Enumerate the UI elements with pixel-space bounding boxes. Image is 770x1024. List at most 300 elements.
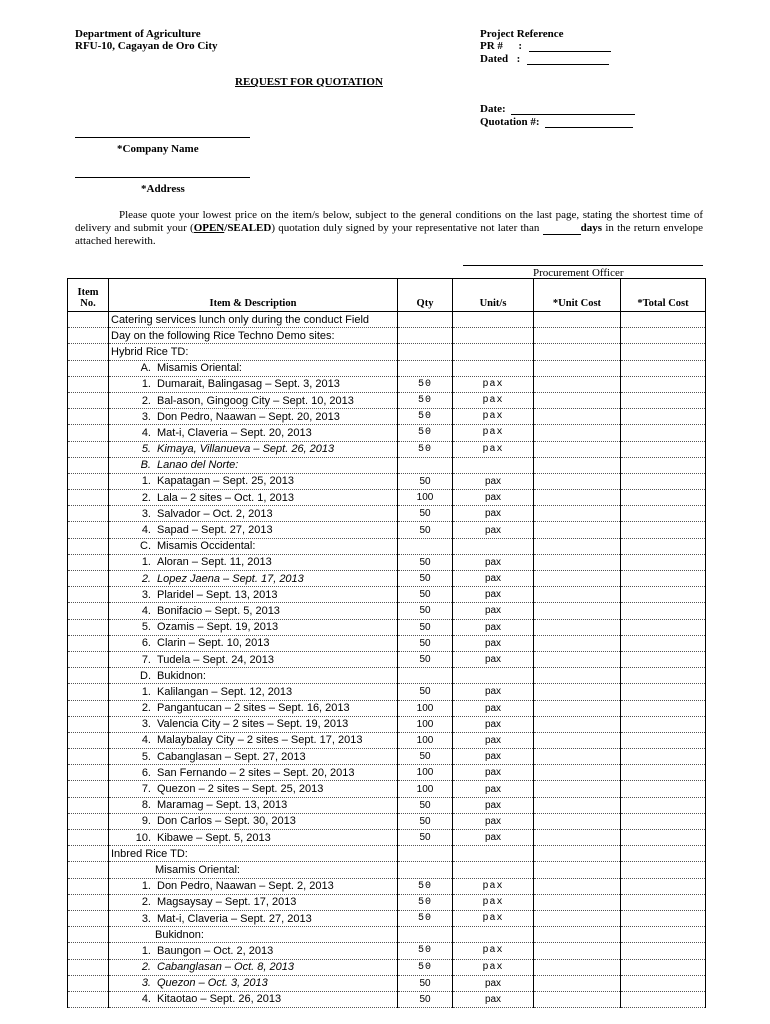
item-no-cell[interactable] — [68, 619, 109, 635]
qty-cell — [398, 328, 453, 344]
item-no-cell[interactable] — [68, 943, 109, 959]
col-unit: Unit/s — [453, 279, 534, 312]
total-cost-cell[interactable] — [621, 409, 706, 425]
item-number: 3. — [141, 410, 151, 423]
qty-cell: 50 — [398, 473, 453, 489]
description-cell — [109, 781, 398, 797]
item-no-cell[interactable] — [68, 651, 109, 667]
qty-cell — [398, 457, 453, 473]
unit-cell: pax — [453, 392, 534, 408]
total-cost-cell[interactable] — [621, 862, 706, 878]
item-no-cell[interactable] — [68, 830, 109, 846]
total-cost-cell[interactable] — [621, 490, 706, 506]
description-cell — [109, 587, 398, 603]
description-cell — [109, 862, 398, 878]
col-unit-cost: *Unit Cost — [534, 279, 621, 312]
project-reference-label: Project Reference — [480, 28, 564, 40]
item-number: B. — [140, 459, 151, 472]
total-cost-cell[interactable] — [621, 959, 706, 975]
description-cell — [109, 312, 398, 328]
unit-cost-cell[interactable] — [534, 975, 621, 991]
total-cost-cell[interactable] — [621, 797, 706, 813]
table-row — [68, 781, 706, 797]
description-cell — [109, 732, 398, 748]
item-number: 9. — [141, 815, 151, 828]
total-cost-cell[interactable] — [621, 991, 706, 1007]
col-description: Item & Description — [109, 279, 398, 312]
unit-cost-cell[interactable] — [534, 651, 621, 667]
qty-cell: 50 — [398, 603, 453, 619]
item-no-cell[interactable] — [68, 473, 109, 489]
dated-line[interactable] — [527, 53, 609, 65]
total-cost-cell[interactable] — [621, 328, 706, 344]
total-cost-cell[interactable] — [621, 376, 706, 392]
item-no-cell[interactable] — [68, 975, 109, 991]
table-row — [68, 409, 706, 425]
total-cost-cell[interactable] — [621, 781, 706, 797]
item-text: Misamis Oriental: — [157, 362, 242, 375]
item-no-cell[interactable] — [68, 878, 109, 894]
item-no-cell[interactable] — [68, 328, 109, 344]
unit-cost-cell[interactable] — [534, 312, 621, 328]
table-row — [68, 991, 706, 1007]
total-cost-cell[interactable] — [621, 635, 706, 651]
item-number: 3. — [141, 977, 151, 990]
col-total-cost: *Total Cost — [621, 279, 706, 312]
qty-cell: 50 — [398, 684, 453, 700]
description-cell — [109, 765, 398, 781]
item-no-cell[interactable] — [68, 457, 109, 473]
unit-cost-cell[interactable] — [534, 635, 621, 651]
unit-cost-cell[interactable] — [534, 846, 621, 862]
unit-cost-cell[interactable] — [534, 457, 621, 473]
description-cell — [109, 603, 398, 619]
unit-cost-cell[interactable] — [534, 328, 621, 344]
unit-cell — [453, 344, 534, 360]
unit-cost-cell[interactable] — [534, 894, 621, 910]
item-no-cell[interactable] — [68, 684, 109, 700]
total-cost-cell[interactable] — [621, 603, 706, 619]
item-no-cell[interactable] — [68, 490, 109, 506]
table-row — [68, 473, 706, 489]
unit-cell: pax — [453, 943, 534, 959]
pr-number-field[interactable] — [480, 40, 611, 52]
item-number: A. — [140, 362, 151, 375]
item-text: Plaridel – Sept. 13, 2013 — [157, 588, 278, 601]
item-number: 2. — [141, 961, 151, 974]
item-no-cell[interactable] — [68, 360, 109, 376]
unit-cost-cell[interactable] — [534, 684, 621, 700]
total-cost-cell[interactable] — [621, 830, 706, 846]
total-cost-cell[interactable] — [621, 668, 706, 684]
item-number: 2. — [141, 896, 151, 909]
table-row — [68, 878, 706, 894]
unit-cell — [453, 862, 534, 878]
unit-cost-cell[interactable] — [534, 473, 621, 489]
qty-cell: 100 — [398, 732, 453, 748]
item-no-cell[interactable] — [68, 894, 109, 910]
item-number: 4. — [141, 604, 151, 617]
pr-colon: : — [518, 40, 523, 52]
item-number: 4. — [141, 734, 151, 747]
item-text: Mat-i, Claveria – Sept. 27, 2013 — [157, 912, 312, 925]
item-no-cell[interactable] — [68, 409, 109, 425]
unit-cost-cell[interactable] — [534, 441, 621, 457]
total-cost-cell[interactable] — [621, 846, 706, 862]
item-no-cell[interactable] — [68, 959, 109, 975]
item-text: Kibawe – Sept. 5, 2013 — [157, 831, 271, 844]
item-no-cell[interactable] — [68, 813, 109, 829]
page-title: REQUEST FOR QUOTATION — [235, 76, 383, 88]
unit-cell: pax — [453, 473, 534, 489]
item-no-cell[interactable] — [68, 506, 109, 522]
unit-cost-cell[interactable] — [534, 571, 621, 587]
unit-cell — [453, 328, 534, 344]
table-row — [68, 651, 706, 667]
date-field[interactable] — [480, 103, 635, 115]
item-no-cell[interactable] — [68, 587, 109, 603]
item-text: Quezon – Oct. 3, 2013 — [157, 977, 268, 990]
date-line[interactable] — [511, 103, 635, 115]
unit-cost-cell[interactable] — [534, 522, 621, 538]
item-text: Kitaotao – Sept. 26, 2013 — [157, 993, 282, 1006]
company-name-line[interactable] — [75, 137, 250, 138]
table-row — [68, 522, 706, 538]
qty-cell: 50 — [398, 635, 453, 651]
total-cost-cell[interactable] — [621, 765, 706, 781]
item-no-cell[interactable] — [68, 635, 109, 651]
total-cost-cell[interactable] — [621, 651, 706, 667]
option-separator: / — [224, 222, 228, 234]
item-no-cell[interactable] — [68, 927, 109, 943]
unit-cost-cell[interactable] — [534, 716, 621, 732]
item-no-cell[interactable] — [68, 781, 109, 797]
item-no-cell[interactable] — [68, 554, 109, 570]
unit-cell: pax — [453, 571, 534, 587]
total-cost-cell[interactable] — [621, 716, 706, 732]
unit-cost-cell[interactable] — [534, 603, 621, 619]
unit-cost-cell[interactable] — [534, 749, 621, 765]
table-row — [68, 571, 706, 587]
qty-cell: 50 — [398, 991, 453, 1007]
unit-cost-cell[interactable] — [534, 878, 621, 894]
table-row — [68, 554, 706, 570]
unit-cell — [453, 312, 534, 328]
table-row — [68, 700, 706, 716]
qty-cell: 100 — [398, 700, 453, 716]
unit-cost-cell[interactable] — [534, 765, 621, 781]
description-cell — [109, 943, 398, 959]
description-cell — [109, 684, 398, 700]
item-text: Day on the following Rice Techno Demo sites: — [111, 329, 335, 342]
unit-cost-cell[interactable] — [534, 668, 621, 684]
total-cost-cell[interactable] — [621, 425, 706, 441]
table-row — [68, 441, 706, 457]
qty-cell: 50 — [398, 571, 453, 587]
item-number: 6. — [141, 766, 151, 779]
unit-cell: pax — [453, 490, 534, 506]
item-number: 2. — [141, 394, 151, 407]
description-cell — [109, 473, 398, 489]
description-cell — [109, 813, 398, 829]
item-number: 6. — [141, 637, 151, 650]
item-text: Don Pedro, Naawan – Sept. 20, 2013 — [157, 410, 340, 423]
qty-cell: 100 — [398, 765, 453, 781]
dated-label: Dated — [480, 53, 509, 65]
item-no-cell[interactable] — [68, 312, 109, 328]
total-cost-cell[interactable] — [621, 813, 706, 829]
item-no-cell[interactable] — [68, 797, 109, 813]
sealed-option: SEALED — [227, 222, 272, 234]
table-row — [68, 312, 706, 328]
description-cell — [109, 571, 398, 587]
total-cost-cell[interactable] — [621, 457, 706, 473]
description-cell — [109, 749, 398, 765]
unit-cost-cell[interactable] — [534, 781, 621, 797]
total-cost-cell[interactable] — [621, 522, 706, 538]
unit-cost-cell[interactable] — [534, 700, 621, 716]
item-no-cell[interactable] — [68, 571, 109, 587]
item-no-cell[interactable] — [68, 376, 109, 392]
table-row — [68, 619, 706, 635]
unit-cost-cell[interactable] — [534, 943, 621, 959]
unit-cost-cell[interactable] — [534, 344, 621, 360]
item-text: Kalilangan – Sept. 12, 2013 — [157, 685, 293, 698]
item-text: Valencia City – 2 sites – Sept. 19, 2013 — [157, 718, 349, 731]
unit-cost-cell[interactable] — [534, 538, 621, 554]
table-row — [68, 344, 706, 360]
unit-cost-cell[interactable] — [534, 506, 621, 522]
item-no-cell[interactable] — [68, 441, 109, 457]
table-row — [68, 894, 706, 910]
item-text: Tudela – Sept. 24, 2013 — [157, 653, 275, 666]
unit-cell: pax — [453, 651, 534, 667]
total-cost-cell[interactable] — [621, 312, 706, 328]
qty-cell: 50 — [398, 910, 453, 926]
total-cost-cell[interactable] — [621, 473, 706, 489]
total-cost-cell[interactable] — [621, 943, 706, 959]
open-option: OPEN — [193, 222, 225, 234]
item-no-cell[interactable] — [68, 668, 109, 684]
item-number: 4. — [141, 993, 151, 1006]
item-text: Misamis Occidental: — [157, 540, 256, 553]
company-name-label: *Company Name — [117, 143, 199, 155]
instructions-text-2: ) quotation duly signed by your representative not later than — [271, 222, 540, 234]
qty-cell: 50 — [398, 522, 453, 538]
unit-cell — [453, 457, 534, 473]
total-cost-cell[interactable] — [621, 554, 706, 570]
total-cost-cell[interactable] — [621, 975, 706, 991]
unit-cost-cell[interactable] — [534, 732, 621, 748]
item-text: Dumarait, Balingasag – Sept. 3, 2013 — [157, 378, 340, 391]
unit-cost-cell[interactable] — [534, 910, 621, 926]
address-line[interactable] — [75, 177, 250, 178]
item-no-cell[interactable] — [68, 392, 109, 408]
dated-colon: : — [516, 53, 521, 65]
unit-cell: pax — [453, 635, 534, 651]
item-number: 2. — [141, 491, 151, 504]
item-number: 3. — [141, 588, 151, 601]
pr-label: PR # — [480, 40, 503, 52]
table-row — [68, 732, 706, 748]
item-no-cell[interactable] — [68, 749, 109, 765]
description-cell — [109, 846, 398, 862]
unit-cell: pax — [453, 376, 534, 392]
unit-cell: pax — [453, 425, 534, 441]
col-qty: Qty — [398, 279, 453, 312]
item-no-cell[interactable] — [68, 716, 109, 732]
description-cell — [109, 797, 398, 813]
item-no-cell[interactable] — [68, 862, 109, 878]
unit-cell — [453, 538, 534, 554]
item-text: Quezon – 2 sites – Sept. 25, 2013 — [157, 783, 324, 796]
item-text: Don Carlos – Sept. 30, 2013 — [157, 815, 296, 828]
qty-cell — [398, 538, 453, 554]
total-cost-cell[interactable] — [621, 538, 706, 554]
total-cost-cell[interactable] — [621, 587, 706, 603]
description-cell — [109, 506, 398, 522]
item-no-cell[interactable] — [68, 910, 109, 926]
table-row — [68, 927, 706, 943]
unit-cost-cell[interactable] — [534, 490, 621, 506]
table-row — [68, 668, 706, 684]
total-cost-cell[interactable] — [621, 344, 706, 360]
table-row — [68, 538, 706, 554]
description-cell — [109, 878, 398, 894]
unit-cost-cell[interactable] — [534, 425, 621, 441]
unit-cost-cell[interactable] — [534, 862, 621, 878]
qty-cell: 50 — [398, 813, 453, 829]
table-row — [68, 716, 706, 732]
total-cost-cell[interactable] — [621, 392, 706, 408]
item-number: 2. — [141, 572, 151, 585]
total-cost-cell[interactable] — [621, 619, 706, 635]
total-cost-cell[interactable] — [621, 571, 706, 587]
unit-cell: pax — [453, 781, 534, 797]
item-no-cell[interactable] — [68, 522, 109, 538]
table-row — [68, 830, 706, 846]
unit-cost-cell[interactable] — [534, 619, 621, 635]
description-cell — [109, 457, 398, 473]
description-cell — [109, 490, 398, 506]
unit-cell: pax — [453, 603, 534, 619]
qty-cell: 100 — [398, 781, 453, 797]
dated-field[interactable] — [480, 53, 609, 65]
unit-cost-cell[interactable] — [534, 797, 621, 813]
unit-cost-cell[interactable] — [534, 927, 621, 943]
unit-cost-cell[interactable] — [534, 991, 621, 1007]
item-no-cell[interactable] — [68, 425, 109, 441]
unit-cost-cell[interactable] — [534, 830, 621, 846]
unit-cell: pax — [453, 409, 534, 425]
total-cost-cell[interactable] — [621, 441, 706, 457]
total-cost-cell[interactable] — [621, 360, 706, 376]
quotation-table — [67, 278, 706, 1008]
qty-cell: 100 — [398, 716, 453, 732]
total-cost-cell[interactable] — [621, 684, 706, 700]
table-row — [68, 684, 706, 700]
unit-cost-cell[interactable] — [534, 360, 621, 376]
pr-number-line[interactable] — [529, 40, 611, 52]
qty-cell — [398, 668, 453, 684]
total-cost-cell[interactable] — [621, 749, 706, 765]
table-row — [68, 603, 706, 619]
item-no-cell[interactable] — [68, 344, 109, 360]
item-text: Kimaya, Villanueva – Sept. 26, 2013 — [157, 443, 335, 456]
description-cell — [109, 830, 398, 846]
procurement-officer-label: Procurement Officer — [533, 267, 624, 279]
total-cost-cell[interactable] — [621, 506, 706, 522]
instructions-paragraph — [75, 209, 703, 248]
table-row — [68, 506, 706, 522]
unit-cost-cell[interactable] — [534, 409, 621, 425]
qty-cell: 50 — [398, 894, 453, 910]
quotation-field[interactable] — [480, 116, 633, 128]
unit-cell: pax — [453, 878, 534, 894]
total-cost-cell[interactable] — [621, 910, 706, 926]
unit-cell: pax — [453, 991, 534, 1007]
procurement-officer-line[interactable] — [463, 265, 703, 266]
item-text: Catering services lunch only during the conduct Field — [111, 313, 370, 326]
total-cost-cell[interactable] — [621, 927, 706, 943]
item-no-cell[interactable] — [68, 538, 109, 554]
item-text: Don Pedro, Naawan – Sept. 2, 2013 — [157, 880, 334, 893]
total-cost-cell[interactable] — [621, 732, 706, 748]
unit-cost-cell[interactable] — [534, 813, 621, 829]
unit-cost-cell[interactable] — [534, 392, 621, 408]
qty-cell: 50 — [398, 392, 453, 408]
item-no-cell[interactable] — [68, 700, 109, 716]
item-no-cell[interactable] — [68, 603, 109, 619]
item-text: Bukidnon: — [155, 928, 204, 941]
total-cost-cell[interactable] — [621, 894, 706, 910]
description-cell — [109, 651, 398, 667]
item-no-cell[interactable] — [68, 765, 109, 781]
item-text: Sapad – Sept. 27, 2013 — [157, 524, 273, 537]
qty-cell: 50 — [398, 376, 453, 392]
item-number: 1. — [141, 475, 151, 488]
instructions-text-3: in the return envelope attached herewith. — [75, 222, 704, 247]
description-cell — [109, 344, 398, 360]
qty-cell: 50 — [398, 554, 453, 570]
unit-cost-cell[interactable] — [534, 376, 621, 392]
item-no-cell[interactable] — [68, 732, 109, 748]
table-row — [68, 765, 706, 781]
unit-cost-cell[interactable] — [534, 587, 621, 603]
unit-cost-cell[interactable] — [534, 959, 621, 975]
item-no-cell[interactable] — [68, 846, 109, 862]
quotation-line[interactable] — [545, 116, 633, 128]
table-row — [68, 376, 706, 392]
item-text: Hybrid Rice TD: — [111, 345, 189, 358]
description-cell — [109, 668, 398, 684]
unit-cost-cell[interactable] — [534, 554, 621, 570]
item-text: Misamis Oriental: — [155, 863, 240, 876]
qty-cell: 50 — [398, 409, 453, 425]
qty-cell: 50 — [398, 797, 453, 813]
item-number: 5. — [141, 750, 151, 763]
item-no-cell[interactable] — [68, 991, 109, 1007]
unit-cell — [453, 927, 534, 943]
days-blank-line[interactable] — [543, 225, 581, 235]
qty-cell: 50 — [398, 506, 453, 522]
description-cell — [109, 441, 398, 457]
qty-cell — [398, 846, 453, 862]
qty-cell — [398, 344, 453, 360]
total-cost-cell[interactable] — [621, 878, 706, 894]
total-cost-cell[interactable] — [621, 700, 706, 716]
table-row — [68, 943, 706, 959]
